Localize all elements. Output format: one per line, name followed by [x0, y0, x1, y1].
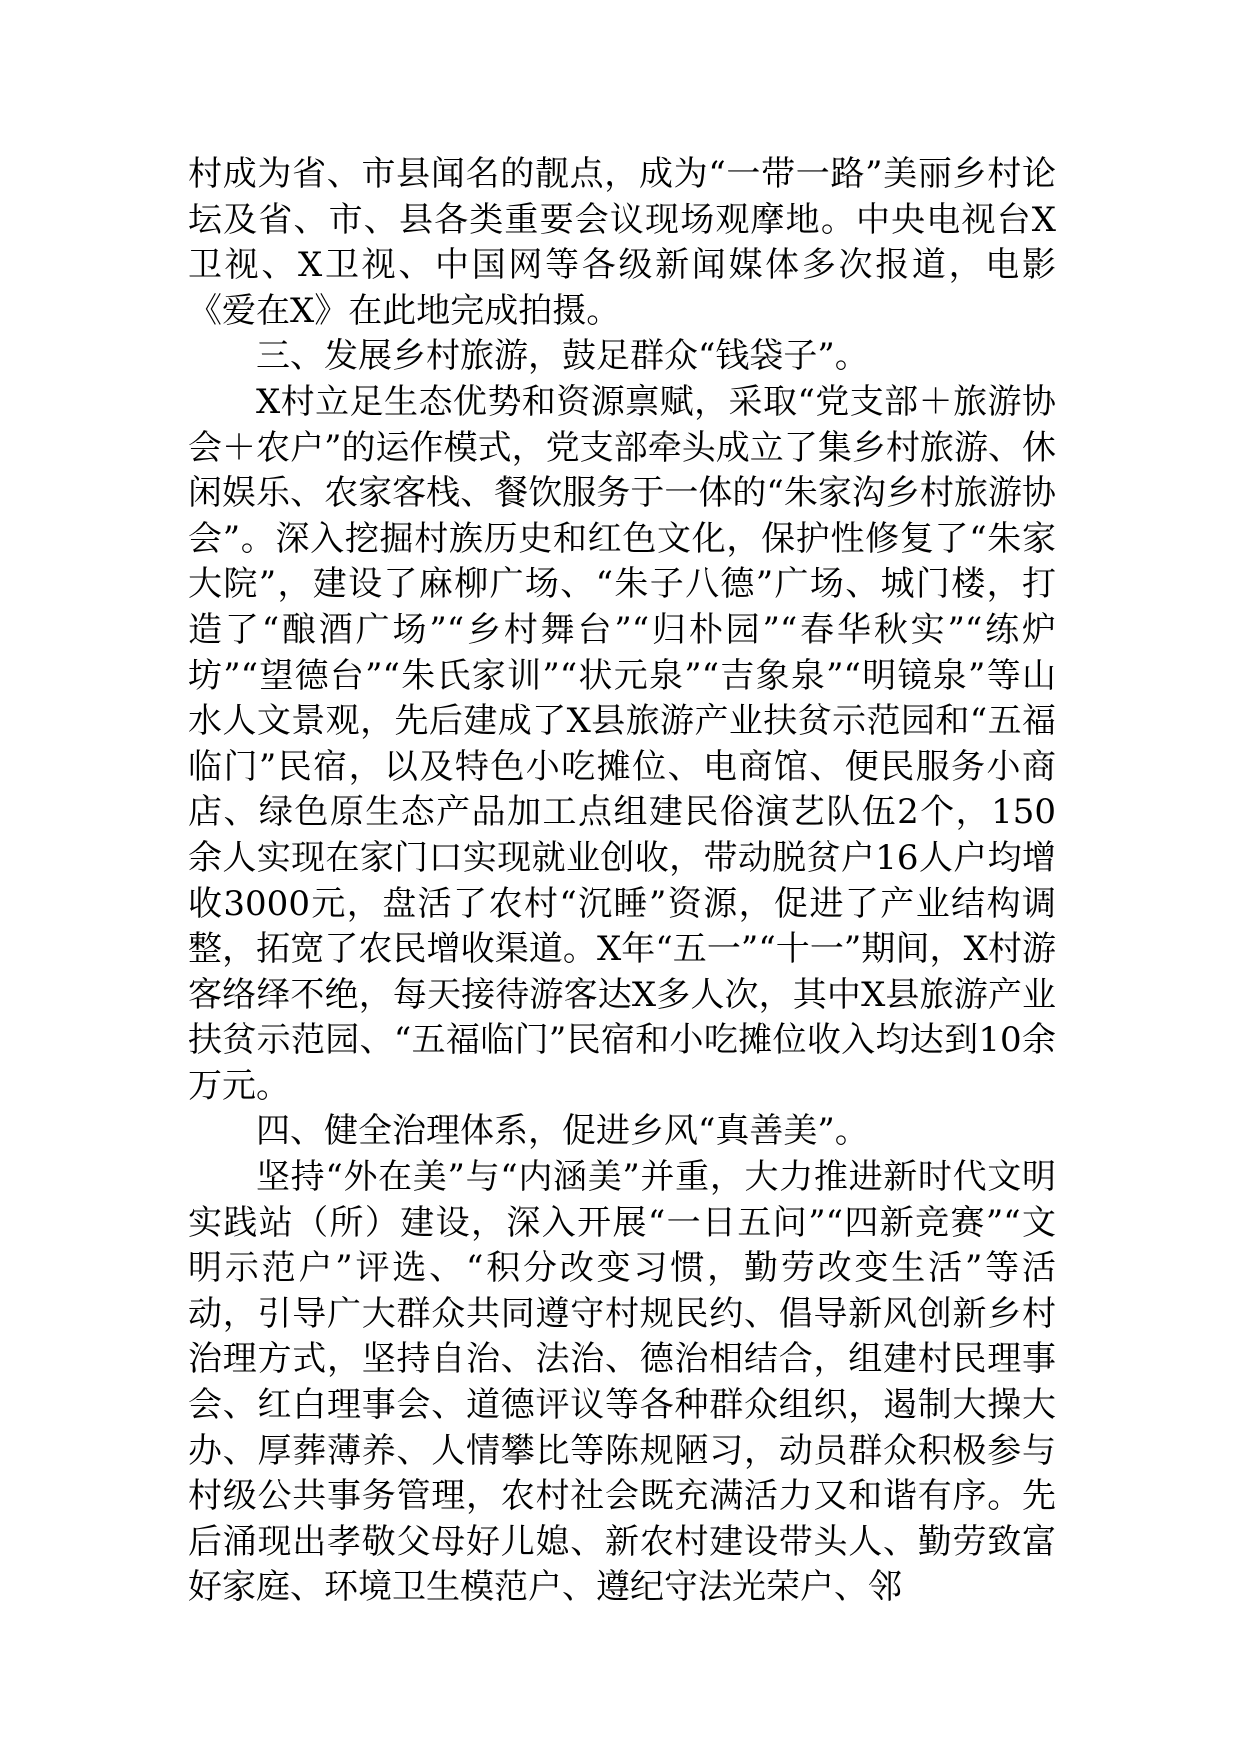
paragraph-continuation: 村成为省、市县闻名的靓点，成为“一带一路”美丽乡村论坛及省、市、县各类重要会议现场观摩地。中央电视台X卫视、X卫视、中国网等各级新闻媒体多次报道，电影《爱在X》在此地完成拍摄。	[188, 154, 1056, 331]
section-heading-tourism: 三、发展乡村旅游，鼓足群众“钱袋子”。	[256, 336, 869, 377]
paragraph-tourism: X村立足生态优势和资源禀赋，采取“党支部＋旅游协会＋农户”的运作模式，党支部牵头成立了集乡村旅游、休闲娱乐、农家客栈、餐饮服务于一体的“朱家沟乡村旅游协会”。深入挖掘村族历史和红色文化，保护性修复了“朱家大院”，建设了麻柳广场、“朱子八德”广场、城门楼，打造了“酿酒广场”“乡村舞台”“归朴园”“春华秋实”“练炉坊”“望德台”“朱氏家训”“状元泉”“吉象泉”“明镜泉”等山水人文景观，先后建成了X县旅游产业扶贫示范园和“五福临门”民宿，以及特色小吃摊位、电商馆、便民服务小商店、绿色原生态产品加工点组建民俗演艺队伍2个，150余人实现在家门口实现就业创收，带动脱贫户16人户均增收3000元，盘活了农村“沉睡”资源，促进了产业结构调整，拓宽了农民增收渠道。X年“五一”“十一”期间，X村游客络绎不绝，每天接待游客达X多人次，其中X县旅游产业扶贫示范园、“五福临门”民宿和小吃摊位收入均达到10余万元。	[188, 381, 1056, 1106]
document-page	[188, 152, 1056, 1611]
paragraph-governance: 坚持“外在美”与“内涵美”并重，大力推进新时代文明实践站（所）建设，深入开展“一日五问”“四新竞赛”“文明示范户”评选、“积分改变习惯，勤劳改变生活”等活动，引导广大群众共同遵守村规民约、倡导新风创新乡村治理方式，坚持自治、法治、德治相结合，组建村民理事会、红白理事会、道德评议等各种群众组织，遏制大操大办、厚葬薄养、人情攀比等陈规陋习，动员群众积极参与村级公共事务管理，农村社会既充满活力又和谐有序。先后涌现出孝敬父母好儿媳、新农村建设带头人、勤劳致富好家庭、环境卫生模范户、遵纪守法光荣户、邻	[188, 1157, 1056, 1608]
section-heading-governance: 四、健全治理体系，促进乡风“真善美”。	[256, 1111, 869, 1152]
